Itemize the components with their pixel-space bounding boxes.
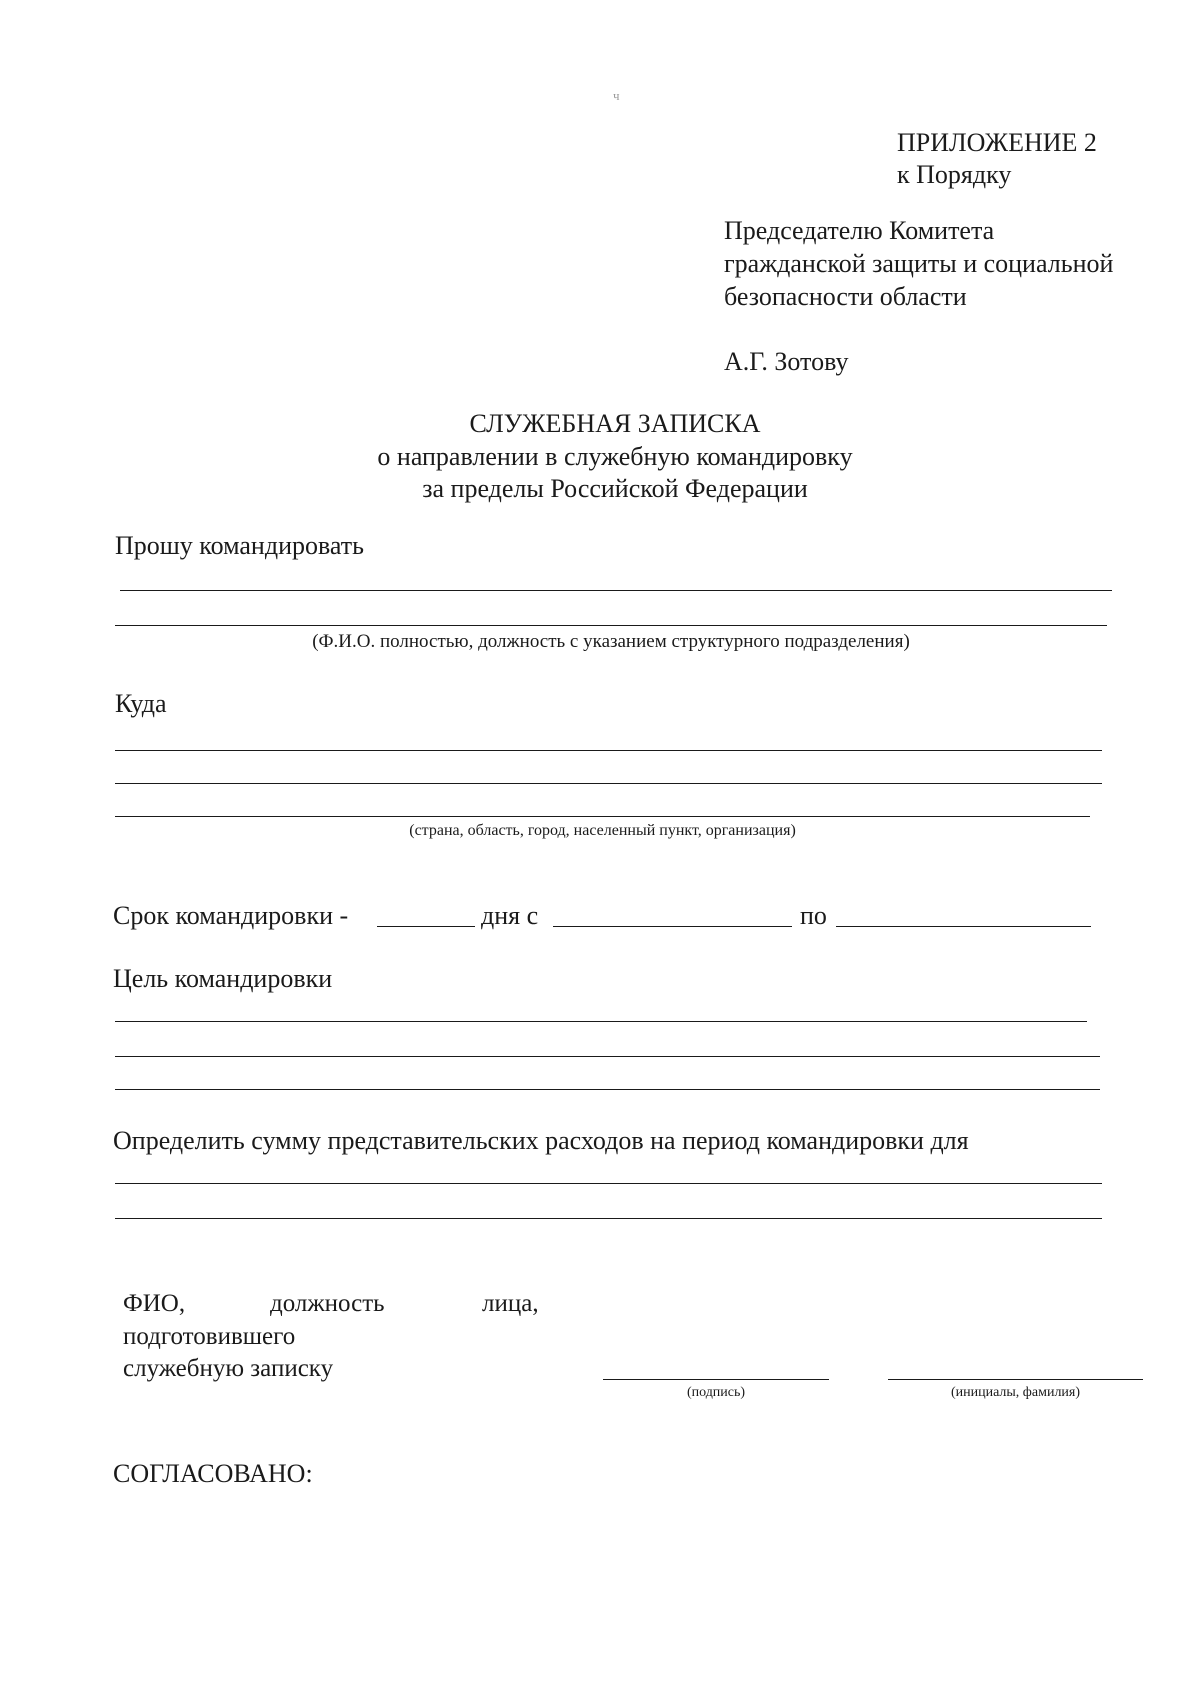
expenses-line-2[interactable] bbox=[115, 1218, 1102, 1219]
addressee-name: А.Г. Зотову bbox=[724, 347, 849, 376]
signature-person: лица, bbox=[482, 1290, 539, 1317]
signature-memo: служебную записку bbox=[123, 1355, 334, 1382]
goal-line-1[interactable] bbox=[115, 1021, 1087, 1022]
goal-label: Цель командировки bbox=[113, 964, 333, 993]
term-days-field[interactable] bbox=[377, 926, 475, 927]
signature-position: должность bbox=[270, 1290, 385, 1317]
signature-fio: ФИО, bbox=[123, 1290, 186, 1317]
term-from-field[interactable] bbox=[553, 926, 792, 927]
signature-field[interactable] bbox=[603, 1379, 829, 1380]
appendix-subheading: к Порядку bbox=[897, 160, 1012, 189]
signature-hint: (подпись) bbox=[686, 1385, 746, 1400]
request-line-2[interactable] bbox=[115, 625, 1107, 626]
initials-hint: (инициалы, фамилия) bbox=[950, 1385, 1081, 1400]
term-to-label: по bbox=[800, 901, 827, 930]
goal-line-2[interactable] bbox=[115, 1056, 1100, 1057]
expenses-line-1[interactable] bbox=[115, 1183, 1102, 1184]
request-line-1[interactable] bbox=[120, 590, 1112, 591]
addressee-line-1: Председателю Комитета bbox=[724, 216, 995, 245]
document-title: СЛУЖЕБНАЯ ЗАПИСКА bbox=[469, 409, 761, 438]
approved-label: СОГЛАСОВАНО: bbox=[113, 1459, 313, 1488]
where-label: Куда bbox=[115, 689, 167, 718]
document-subtitle-2: за пределы Российской Федерации bbox=[422, 474, 808, 503]
term-label: Срок командировки - bbox=[113, 901, 349, 930]
appendix-heading: ПРИЛОЖЕНИЕ 2 bbox=[897, 128, 1097, 157]
term-days-label: дня с bbox=[481, 901, 539, 930]
initials-field[interactable] bbox=[888, 1379, 1143, 1380]
where-line-3[interactable] bbox=[115, 816, 1090, 817]
where-line-2[interactable] bbox=[115, 783, 1102, 784]
document-subtitle-1: о направлении в служебную командировку bbox=[377, 442, 853, 471]
expenses-label: Определить сумму представительских расходов на период командировки для bbox=[113, 1126, 969, 1155]
addressee-line-2: гражданской защиты и социальной bbox=[724, 249, 1114, 278]
addressee-line-3: безопасности области bbox=[724, 282, 967, 311]
where-line-1[interactable] bbox=[115, 750, 1102, 751]
term-to-field[interactable] bbox=[836, 926, 1091, 927]
page-mark: ч bbox=[613, 88, 620, 103]
request-hint: (Ф.И.О. полностью, должность с указанием структурного подразделения) bbox=[312, 631, 910, 652]
signature-prepared: подготовившего bbox=[123, 1323, 296, 1350]
goal-line-3[interactable] bbox=[115, 1089, 1100, 1090]
where-hint: (страна, область, город, населенный пункт, организация) bbox=[409, 822, 796, 839]
request-label: Прошу командировать bbox=[115, 531, 365, 560]
